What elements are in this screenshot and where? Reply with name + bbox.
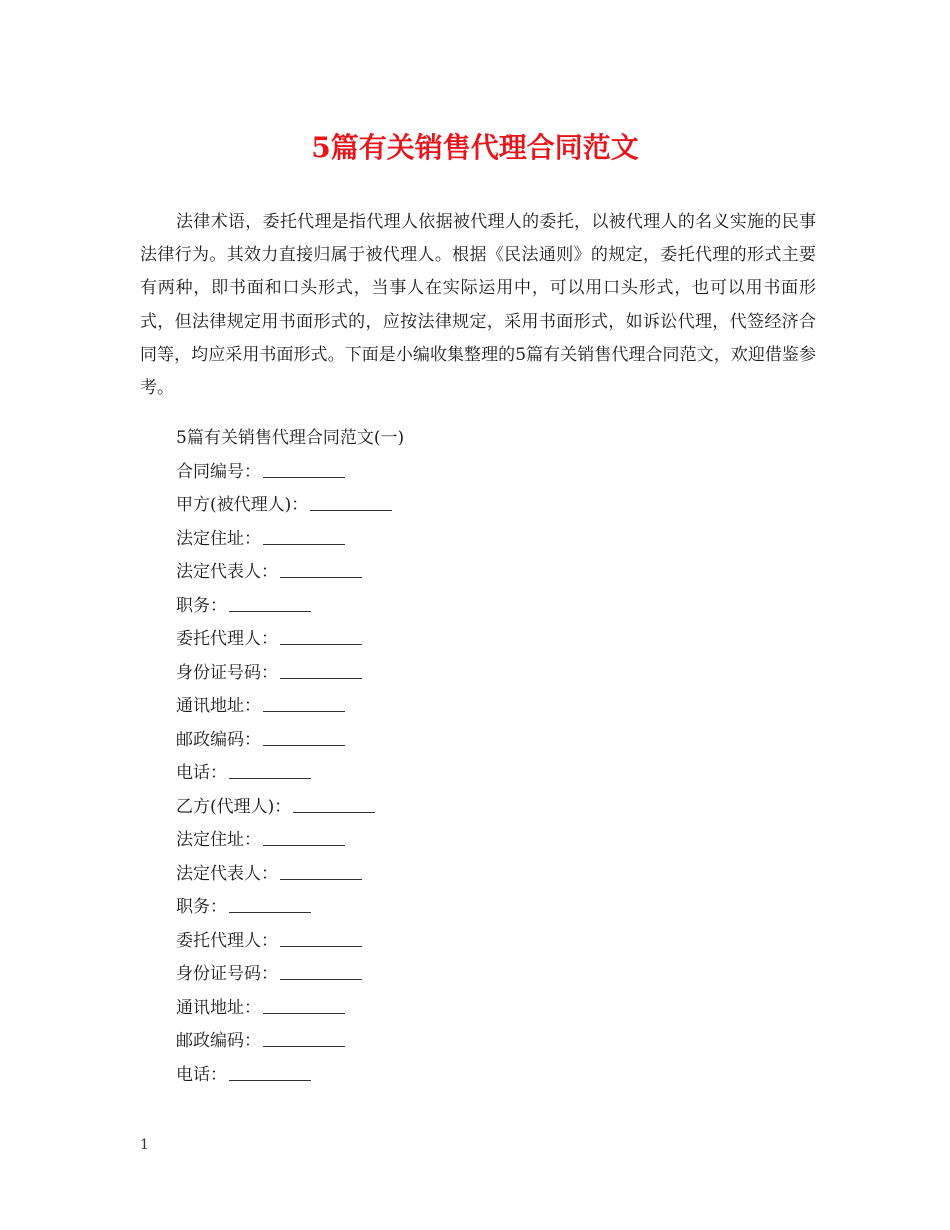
field-label: 职务： [176, 897, 227, 917]
field-contract-no [176, 456, 816, 490]
section-heading [176, 422, 816, 456]
field-label: 法定住址： [176, 830, 261, 850]
field-party-a-postcode [176, 724, 816, 758]
field-party-b-postcode [176, 1025, 816, 1059]
fill-blank [229, 892, 311, 913]
field-party-b-agent [176, 925, 816, 959]
fill-blank [310, 490, 392, 511]
field-label: 电话： [176, 763, 227, 783]
field-label: 法定代表人： [176, 562, 278, 582]
field-label: 通讯地址： [176, 997, 261, 1018]
field-label: 身份证号码： [176, 964, 278, 984]
field-party-b-phone [176, 1059, 816, 1093]
field-label: 甲方(被代理人)： [176, 495, 309, 515]
fill-blank [229, 758, 311, 779]
field-party-a-heading [176, 489, 816, 523]
field-party-a-legal-rep [176, 556, 816, 590]
field-party-a-agent [176, 623, 816, 657]
field-label: 乙方(代理人)： [176, 796, 292, 817]
field-party-a-position [176, 590, 816, 624]
fill-blank [263, 825, 345, 846]
field-party-b-address [176, 824, 816, 858]
field-label: 邮政编码： [176, 1031, 261, 1051]
field-party-a-phone [176, 757, 816, 791]
field-party-b-heading [176, 791, 816, 825]
fill-blank [280, 926, 362, 947]
field-label: 委托代理人： [176, 629, 278, 649]
field-label: 通讯地址： [176, 696, 261, 716]
fill-blank [280, 557, 362, 578]
fill-blank [263, 524, 345, 545]
fill-blank [263, 725, 345, 746]
contract-field-list [176, 422, 816, 1092]
fill-blank [263, 993, 345, 1014]
fill-blank [280, 658, 362, 679]
field-party-b-mail-addr [176, 992, 816, 1026]
field-party-b-position [176, 891, 816, 925]
field-label: 合同编号： [176, 461, 261, 482]
field-label: 邮政编码： [176, 729, 261, 750]
section-heading-text: 5篇有关销售代理合同范文(一) [176, 428, 405, 448]
field-label: 电话： [176, 1064, 227, 1085]
field-party-b-id-no [176, 958, 816, 992]
field-label: 法定住址： [176, 528, 261, 549]
fill-blank [280, 959, 362, 980]
field-party-a-address [176, 523, 816, 557]
fill-blank [293, 792, 375, 813]
fill-blank [263, 457, 345, 478]
fill-blank [229, 1060, 311, 1081]
fill-blank [229, 591, 311, 612]
fill-blank [280, 859, 362, 880]
page-number: 1 [140, 1137, 149, 1153]
field-party-b-legal-rep [176, 858, 816, 892]
field-label: 法定代表人： [176, 863, 278, 884]
fill-blank [280, 624, 362, 645]
field-party-a-id-no [176, 657, 816, 691]
intro-paragraph: 法律术语，委托代理是指代理人依据被代理人的委托，以被代理人的名义实施的民事法律行为。其效力直接归属于被代理人。根据《民法通则》的规定，委托代理的形式主要有两种，即书面和口头形式，当事人在实际运用中，可以用口头形式，也可以用书面形式，但法律规定用书面形式的，应按法律规定，采用书面形式，如诉讼代理，代签经济合同等，均应采用书面形式。下面是小编收集整理的5篇有关销售代理合同范文，欢迎借鉴参考。 [140, 212, 816, 399]
field-label: 身份证号码： [176, 662, 278, 683]
field-party-a-mail-addr [176, 690, 816, 724]
fill-blank [263, 691, 345, 712]
fill-blank [263, 1026, 345, 1047]
field-label: 职务： [176, 595, 227, 616]
document-title: 5篇有关销售代理合同范文 [311, 131, 639, 164]
field-label: 委托代理人： [176, 930, 278, 951]
